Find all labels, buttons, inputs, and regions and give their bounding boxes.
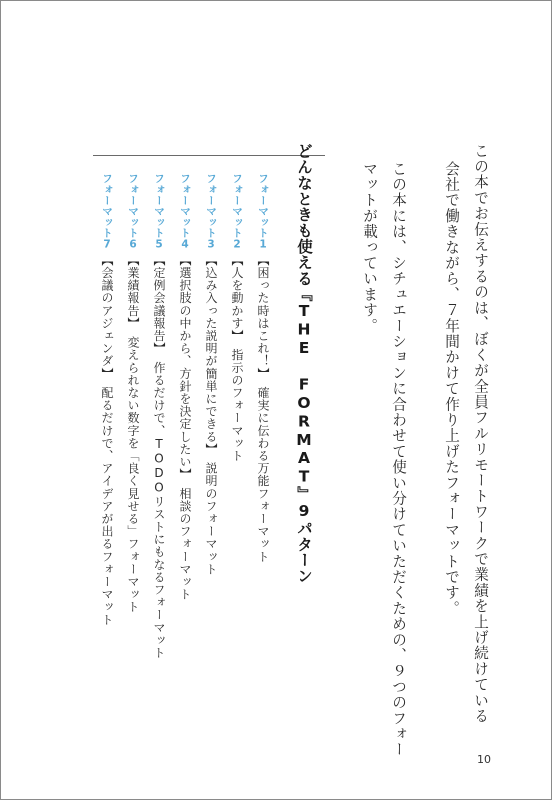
format-item-1 xyxy=(255,173,272,563)
format-tag-2: フォーマット2 xyxy=(231,173,243,251)
format-tag-4: フォーマット4 xyxy=(179,173,191,251)
format-tag-6: フォーマット6 xyxy=(127,173,139,251)
intro-line-4: マットが載っています。 xyxy=(361,161,378,334)
format-text-6: 【業績報告】 変えられない数字を「良く見せる」フォーマット xyxy=(126,253,140,614)
format-tag-7: フォーマット7 xyxy=(101,173,113,251)
format-item-7 xyxy=(99,173,116,626)
format-item-4 xyxy=(177,173,194,601)
format-item-6 xyxy=(125,173,142,613)
format-tag-1: フォーマット1 xyxy=(257,173,269,251)
format-text-2: 【人を動かす】 指示のフォーマット xyxy=(230,253,244,463)
intro-line-1: この本でお伝えするのは、ぼくが全員フルリモートワークで業績を上げ続けている xyxy=(472,143,489,724)
intro-line-2: 会社で働きながら、７年間かけて作り上げたフォーマットです。 xyxy=(443,161,460,617)
format-tag-3: フォーマット3 xyxy=(205,173,217,251)
section-divider xyxy=(93,155,325,156)
page-number: 10 xyxy=(477,753,491,766)
format-item-2 xyxy=(229,173,246,462)
format-text-4: 【選択肢の中から、方針を決定したい】 相談のフォーマット xyxy=(178,253,192,601)
format-item-3 xyxy=(203,173,220,575)
format-text-1: 【困った時はこれ！】 確実に伝わる万能フォーマット xyxy=(256,253,270,563)
format-item-5 xyxy=(151,173,168,659)
format-text-5: 【定例会議報告】 作るだけで、TODOリストにもなるフォーマット xyxy=(152,253,166,660)
format-tag-5: フォーマット5 xyxy=(153,173,165,251)
format-text-3: 【込み入った説明が簡単にできる】 説明のフォーマット xyxy=(204,253,218,576)
intro-line-3: この本には、シチュエーションに合わせて使い分けていただくための、９つのフォー xyxy=(390,161,407,758)
list-heading: どんなときも使える『THE FORMAT』9パターン xyxy=(295,143,313,584)
format-text-7: 【会議のアジェンダ】 配るだけで、アイデアが出るフォーマット xyxy=(100,253,114,626)
